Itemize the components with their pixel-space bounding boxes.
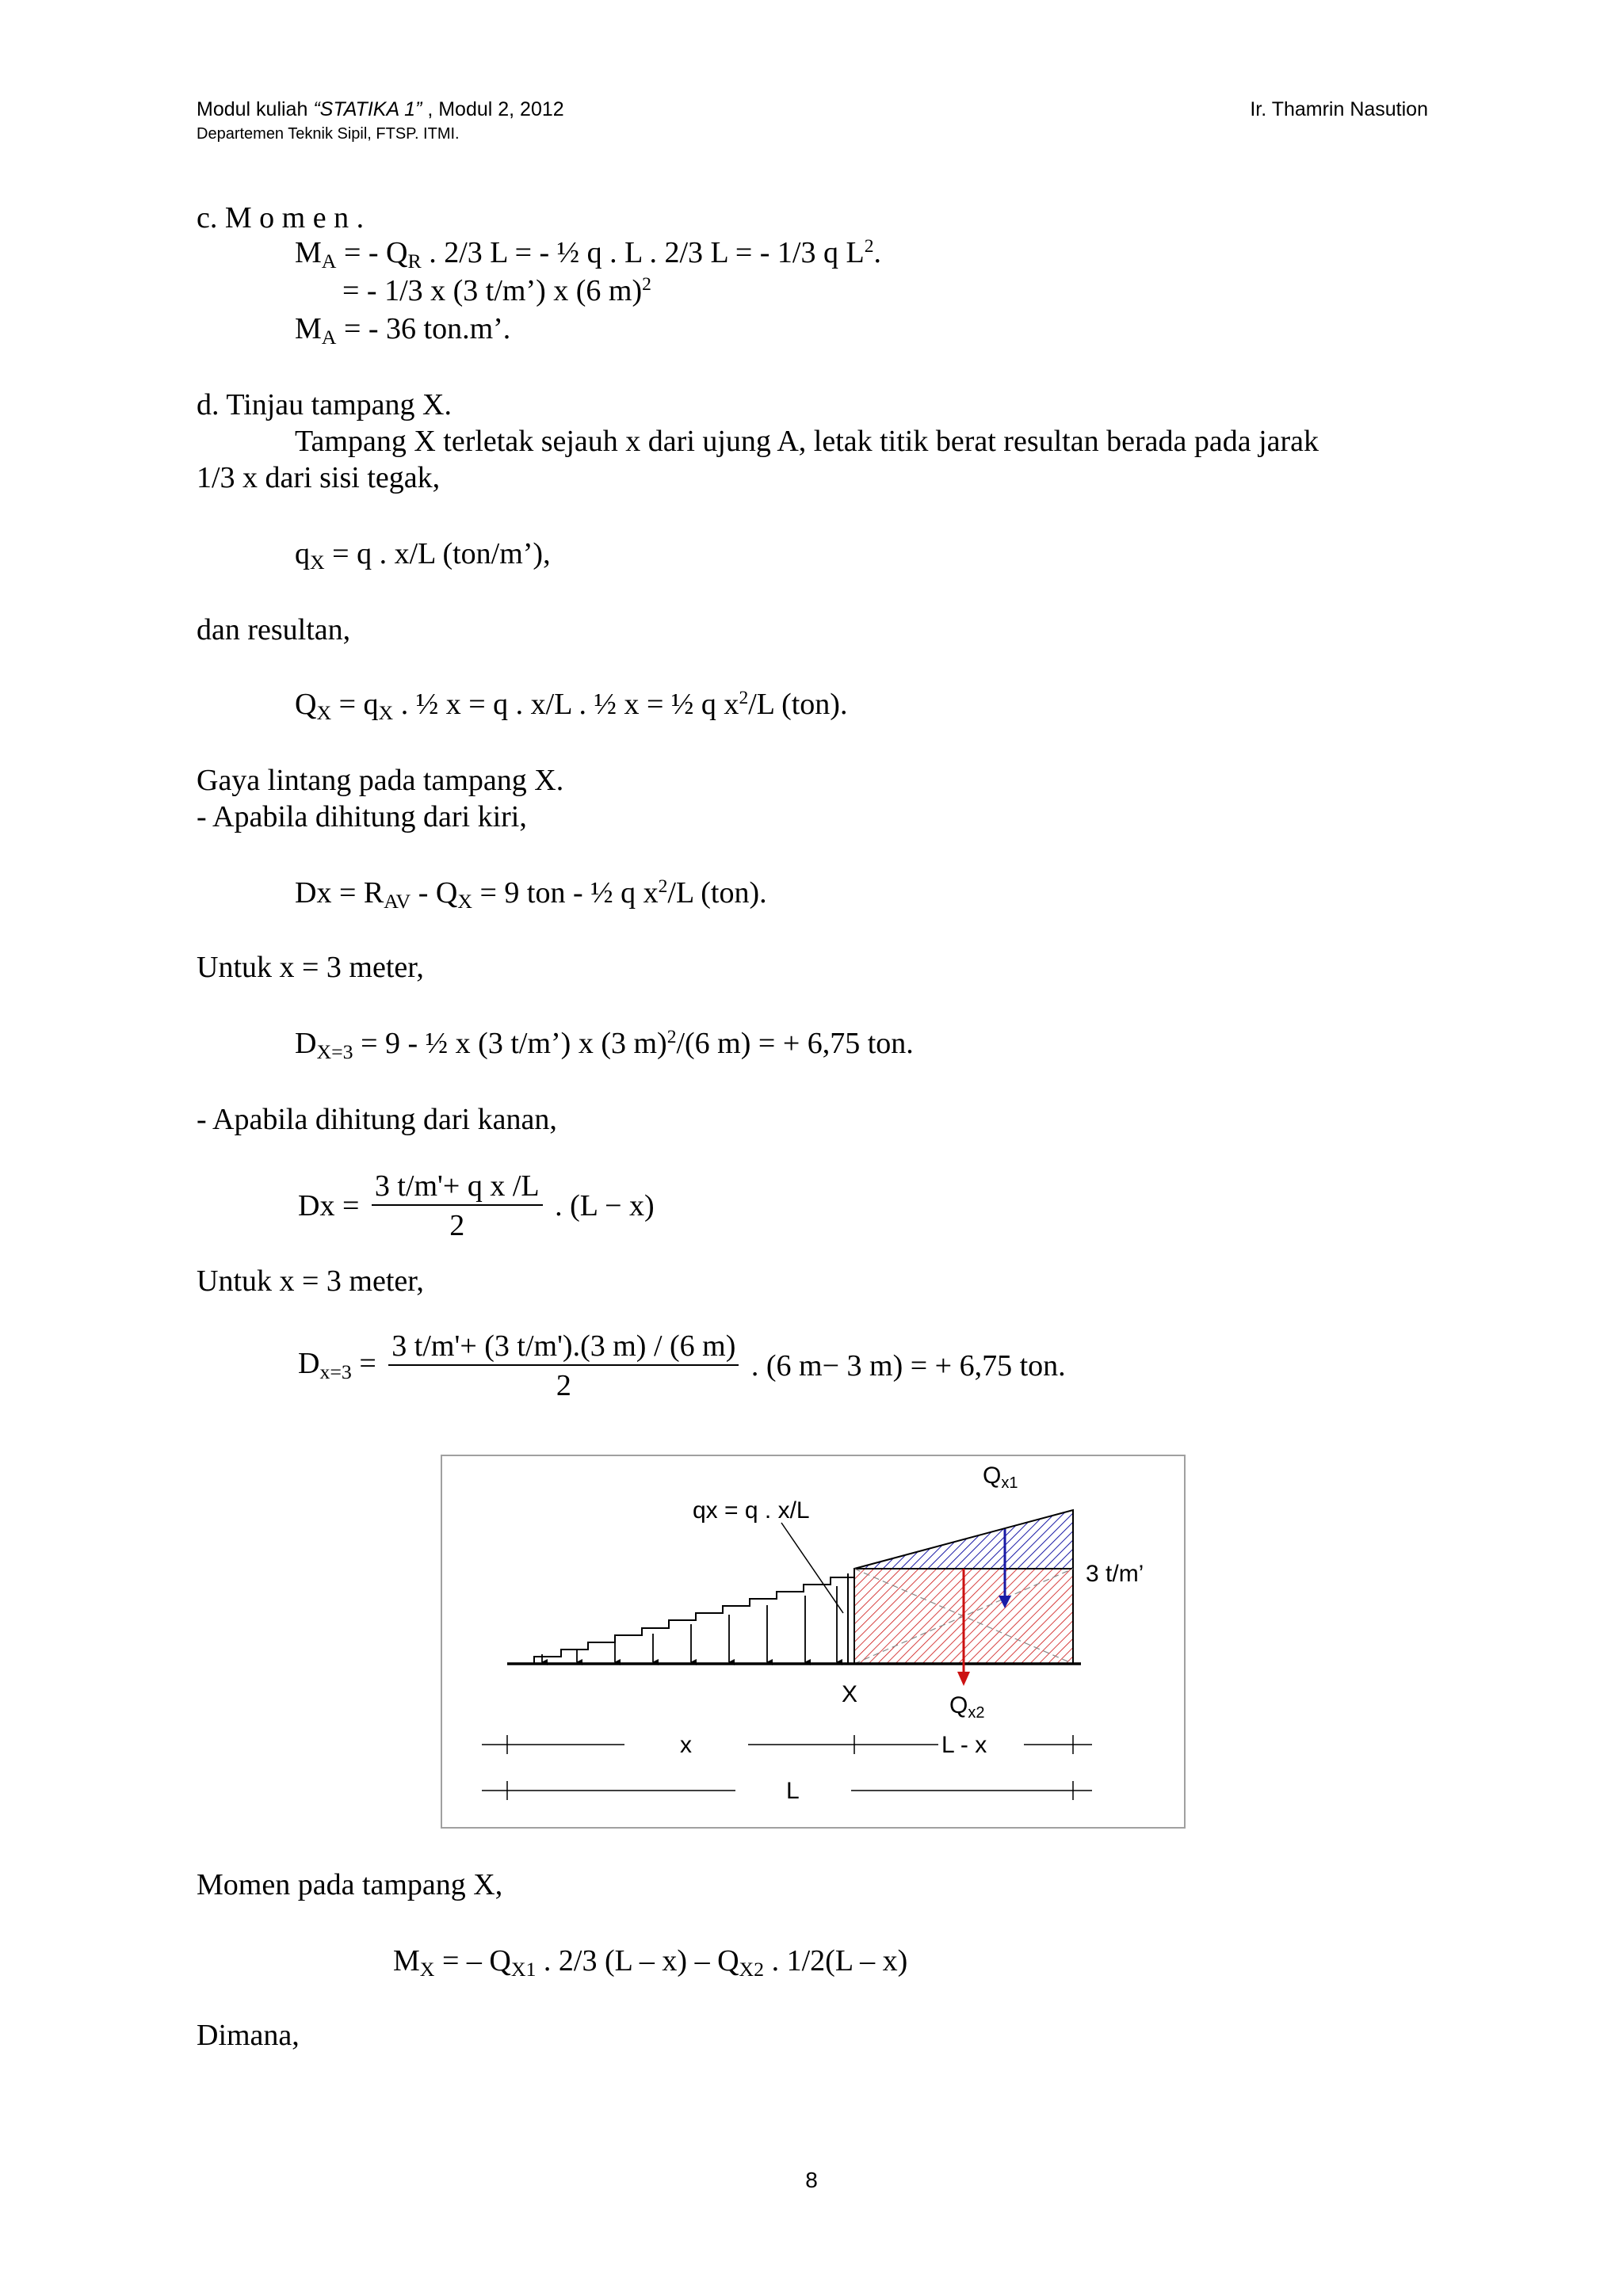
text-dari-kiri: - Apabila dihitung dari kiri, xyxy=(197,800,527,833)
formula-ma-result: $M_A$ = - 36 ton.m’. xyxy=(295,312,511,349)
Qx1-label: $Q_{x1}$ xyxy=(983,1463,1018,1492)
paragraph-line1: Tampang X terletak sejauh x dari ujung A, letak titik berat resultan berada pada jarak xyxy=(295,425,1319,458)
text-untuk-x3-b: Untuk x = 3 meter, xyxy=(197,1264,424,1298)
qx-label: qx = q . x/L xyxy=(693,1497,810,1524)
page-number: 8 xyxy=(805,2168,818,2192)
text-gaya-lintang: Gaya lintang pada tampang X. xyxy=(197,764,564,797)
formula-Qx: $Q_X = q_X$ . ½ x = q . x/L . ½ x = ½ q $x^2/L$ (ton). xyxy=(295,688,848,725)
text-dari-kanan: - Apabila dihitung dari kanan, xyxy=(197,1103,557,1136)
formula-Dx3-left: $D_{X=3} = 9$ - ½ x (3 t/m’) x (3 m)$^2$/(6 m) = + 6,75 ton. xyxy=(295,1027,914,1064)
fraction: $\frac{3 t/m'+ (3 t/m').(3 m) / (6 m)}{2}$ xyxy=(388,1331,739,1401)
header-department: Departemen Teknik Sipil, FTSP. ITMI. xyxy=(197,125,460,143)
load-diagram-figure xyxy=(441,1455,1186,1829)
formula-Mx: $M_X$ = – $Q_{X1}$ . 2/3 $(L - x) - Q_{X2}$ . 1/2(L – x) xyxy=(393,1944,908,1981)
text-momen-tampang: Momen pada tampang X, xyxy=(197,1868,503,1901)
text-untuk-x3-a: Untuk x = 3 meter, xyxy=(197,951,424,984)
fraction: $\frac{\text{3 t/m'+ q x /L}}{2}$ xyxy=(372,1171,543,1241)
dimension-L-label: L xyxy=(786,1778,800,1804)
header-author: Ir. Thamrin Nasution xyxy=(1250,98,1428,120)
formula-Dx-right: Dx = $\frac{\text{3 t/m'+ q x /L}}{2}$ . (L − x) xyxy=(298,1169,655,1242)
load-intensity-label: 3 t/m’ xyxy=(1086,1561,1144,1587)
formula-ma: $M_A$ = - $Q_R$ . 2/3 L = - ½ q . L . 2/3 L = - 1/3 q $L^2$. xyxy=(295,236,881,273)
section-c-heading: c. M o m e n . xyxy=(197,201,365,235)
formula-qx: $q_X = q$ . x/L (ton/m’), xyxy=(295,537,551,574)
paragraph-line2: 1/3 x dari sisi tegak, xyxy=(197,461,441,494)
formula-ma-subst: = - 1/3 x (3 t/m’) x (6 m)$^2$ xyxy=(342,274,651,307)
dimension-x-label: x xyxy=(680,1732,692,1758)
section-X-label: X xyxy=(842,1681,858,1707)
Qx2-label: $Q_{x2}$ xyxy=(949,1692,985,1722)
header-course: Modul kuliah “STATIKA 1” , Modul 2, 2012 xyxy=(197,98,564,120)
dimension-L-minus-x-label: L - x xyxy=(941,1732,987,1758)
section-d-heading: d. Tinjau tampang X. xyxy=(197,388,452,421)
text-dimana: Dimana, xyxy=(197,2019,300,2052)
formula-Dx3-right: $D_{x=3}$ = $\frac{3 t/m'+ (3 t/m').(3 m) / (6 m)}{2}$ . (6 m− 3 m) = + 6,75 ton. xyxy=(298,1329,1066,1402)
text-dan-resultan: dan resultan, xyxy=(197,613,351,646)
formula-Dx-left: $Dx = R_{AV} - Q_X = 9$ ton - ½ q $x^2/L$ (ton). xyxy=(295,876,767,913)
